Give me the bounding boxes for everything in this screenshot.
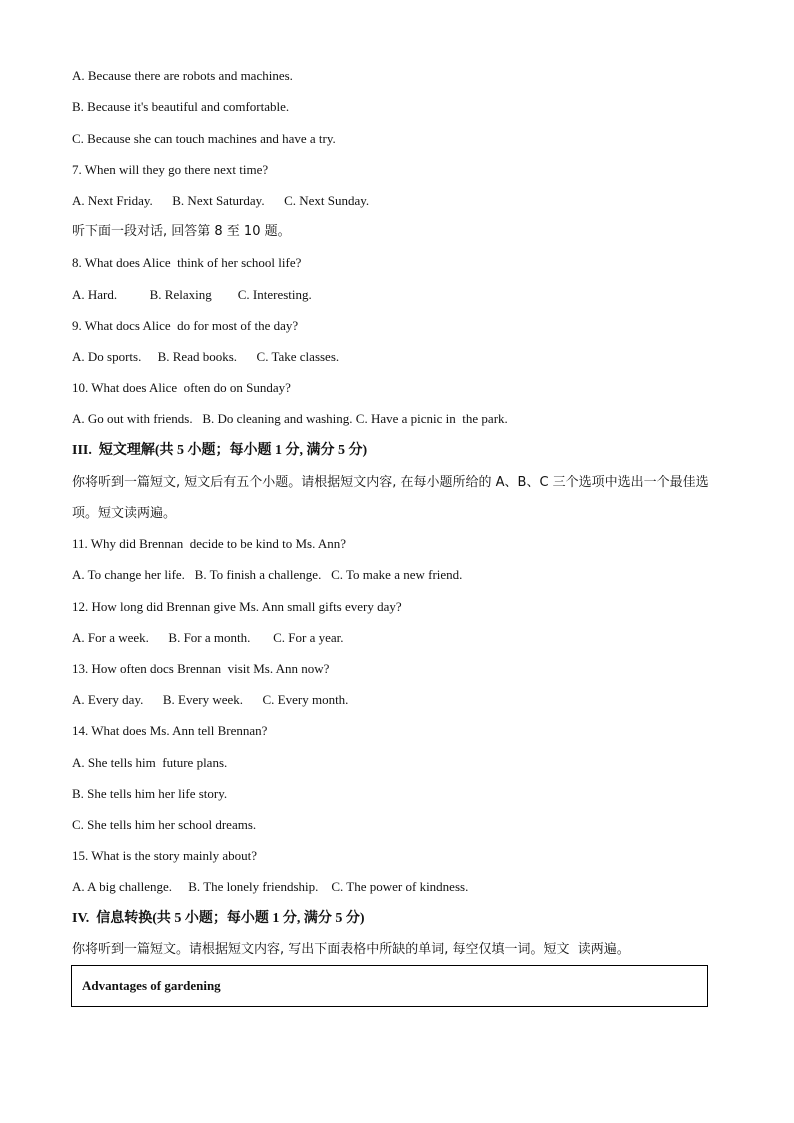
info-table bbox=[71, 965, 708, 1007]
q15-options: A. A big challenge. B. The lonely friendship. C. The power of kindness. bbox=[72, 879, 469, 894]
q12-options: A. For a week. B. For a month. C. For a year. bbox=[72, 630, 344, 645]
q7-options: A. Next Friday. B. Next Saturday. C. Next Sunday. bbox=[72, 193, 370, 208]
q14-option-a: A. She tells him future plans. bbox=[72, 755, 228, 770]
q13-options: A. Every day. B. Every week. C. Every month. bbox=[72, 692, 349, 707]
q10-options: A. Go out with friends. B. Do cleaning and washing. C. Have a picnic in the park. bbox=[72, 411, 508, 426]
section4-instructions: 你将听到一篇短文。请根据短文内容, 写出下面表格中所缺的单词, 每空仅填一词。短文 读两遍。 bbox=[72, 942, 630, 957]
q14-question: 14. What does Ms. Ann tell Brennan? bbox=[72, 723, 268, 738]
q15-question: 15. What is the story mainly about? bbox=[72, 848, 257, 863]
q14-option-b: B. She tells him her life story. bbox=[72, 786, 228, 801]
section3-heading: III. 短文理解(共 5 小题；每小题 1 分, 满分 5 分) bbox=[72, 443, 368, 458]
q6-option-c: C. Because she can touch machines and have a try. bbox=[72, 131, 336, 146]
q8-question: 8. What does Alice think of her school life? bbox=[72, 255, 302, 270]
section3-instructions: 你将听到一篇短文, 短文后有五个小题。请根据短文内容, 在每小题所给的 A、B、C 三个选项中选出一个最佳选项。短文读两遍。 bbox=[72, 475, 709, 521]
q8-options: A. Hard. B. Relaxing C. Interesting. bbox=[72, 287, 312, 302]
q10-question: 10. What does Alice often do on Sunday? bbox=[72, 380, 291, 395]
q11-options: A. To change her life. B. To finish a challenge. C. To make a new friend. bbox=[72, 567, 463, 582]
q6-option-a: A. Because there are robots and machines. bbox=[72, 68, 293, 83]
section-intro-8-10: 听下面一段对话, 回答第 8 至 10 题。 bbox=[72, 224, 291, 239]
q9-options: A. Do sports. B. Read books. C. Take classes. bbox=[72, 349, 340, 364]
q7-question: 7. When will they go there next time? bbox=[72, 162, 269, 177]
q14-option-c: C. She tells him her school dreams. bbox=[72, 817, 257, 832]
q6-option-b: B. Because it's beautiful and comfortable. bbox=[72, 99, 290, 114]
q11-question: 11. Why did Brennan decide to be kind to Ms. Ann? bbox=[72, 536, 347, 551]
q12-question: 12. How long did Brennan give Ms. Ann small gifts every day? bbox=[72, 599, 402, 614]
q13-question: 13. How often docs Brennan visit Ms. Ann now? bbox=[72, 661, 330, 676]
section4-heading: IV. 信息转换(共 5 小题；每小题 1 分, 满分 5 分) bbox=[72, 911, 365, 926]
q9-question: 9. What docs Alice do for most of the day? bbox=[72, 318, 299, 333]
table-header-cell: Advantages of gardening bbox=[82, 978, 221, 993]
